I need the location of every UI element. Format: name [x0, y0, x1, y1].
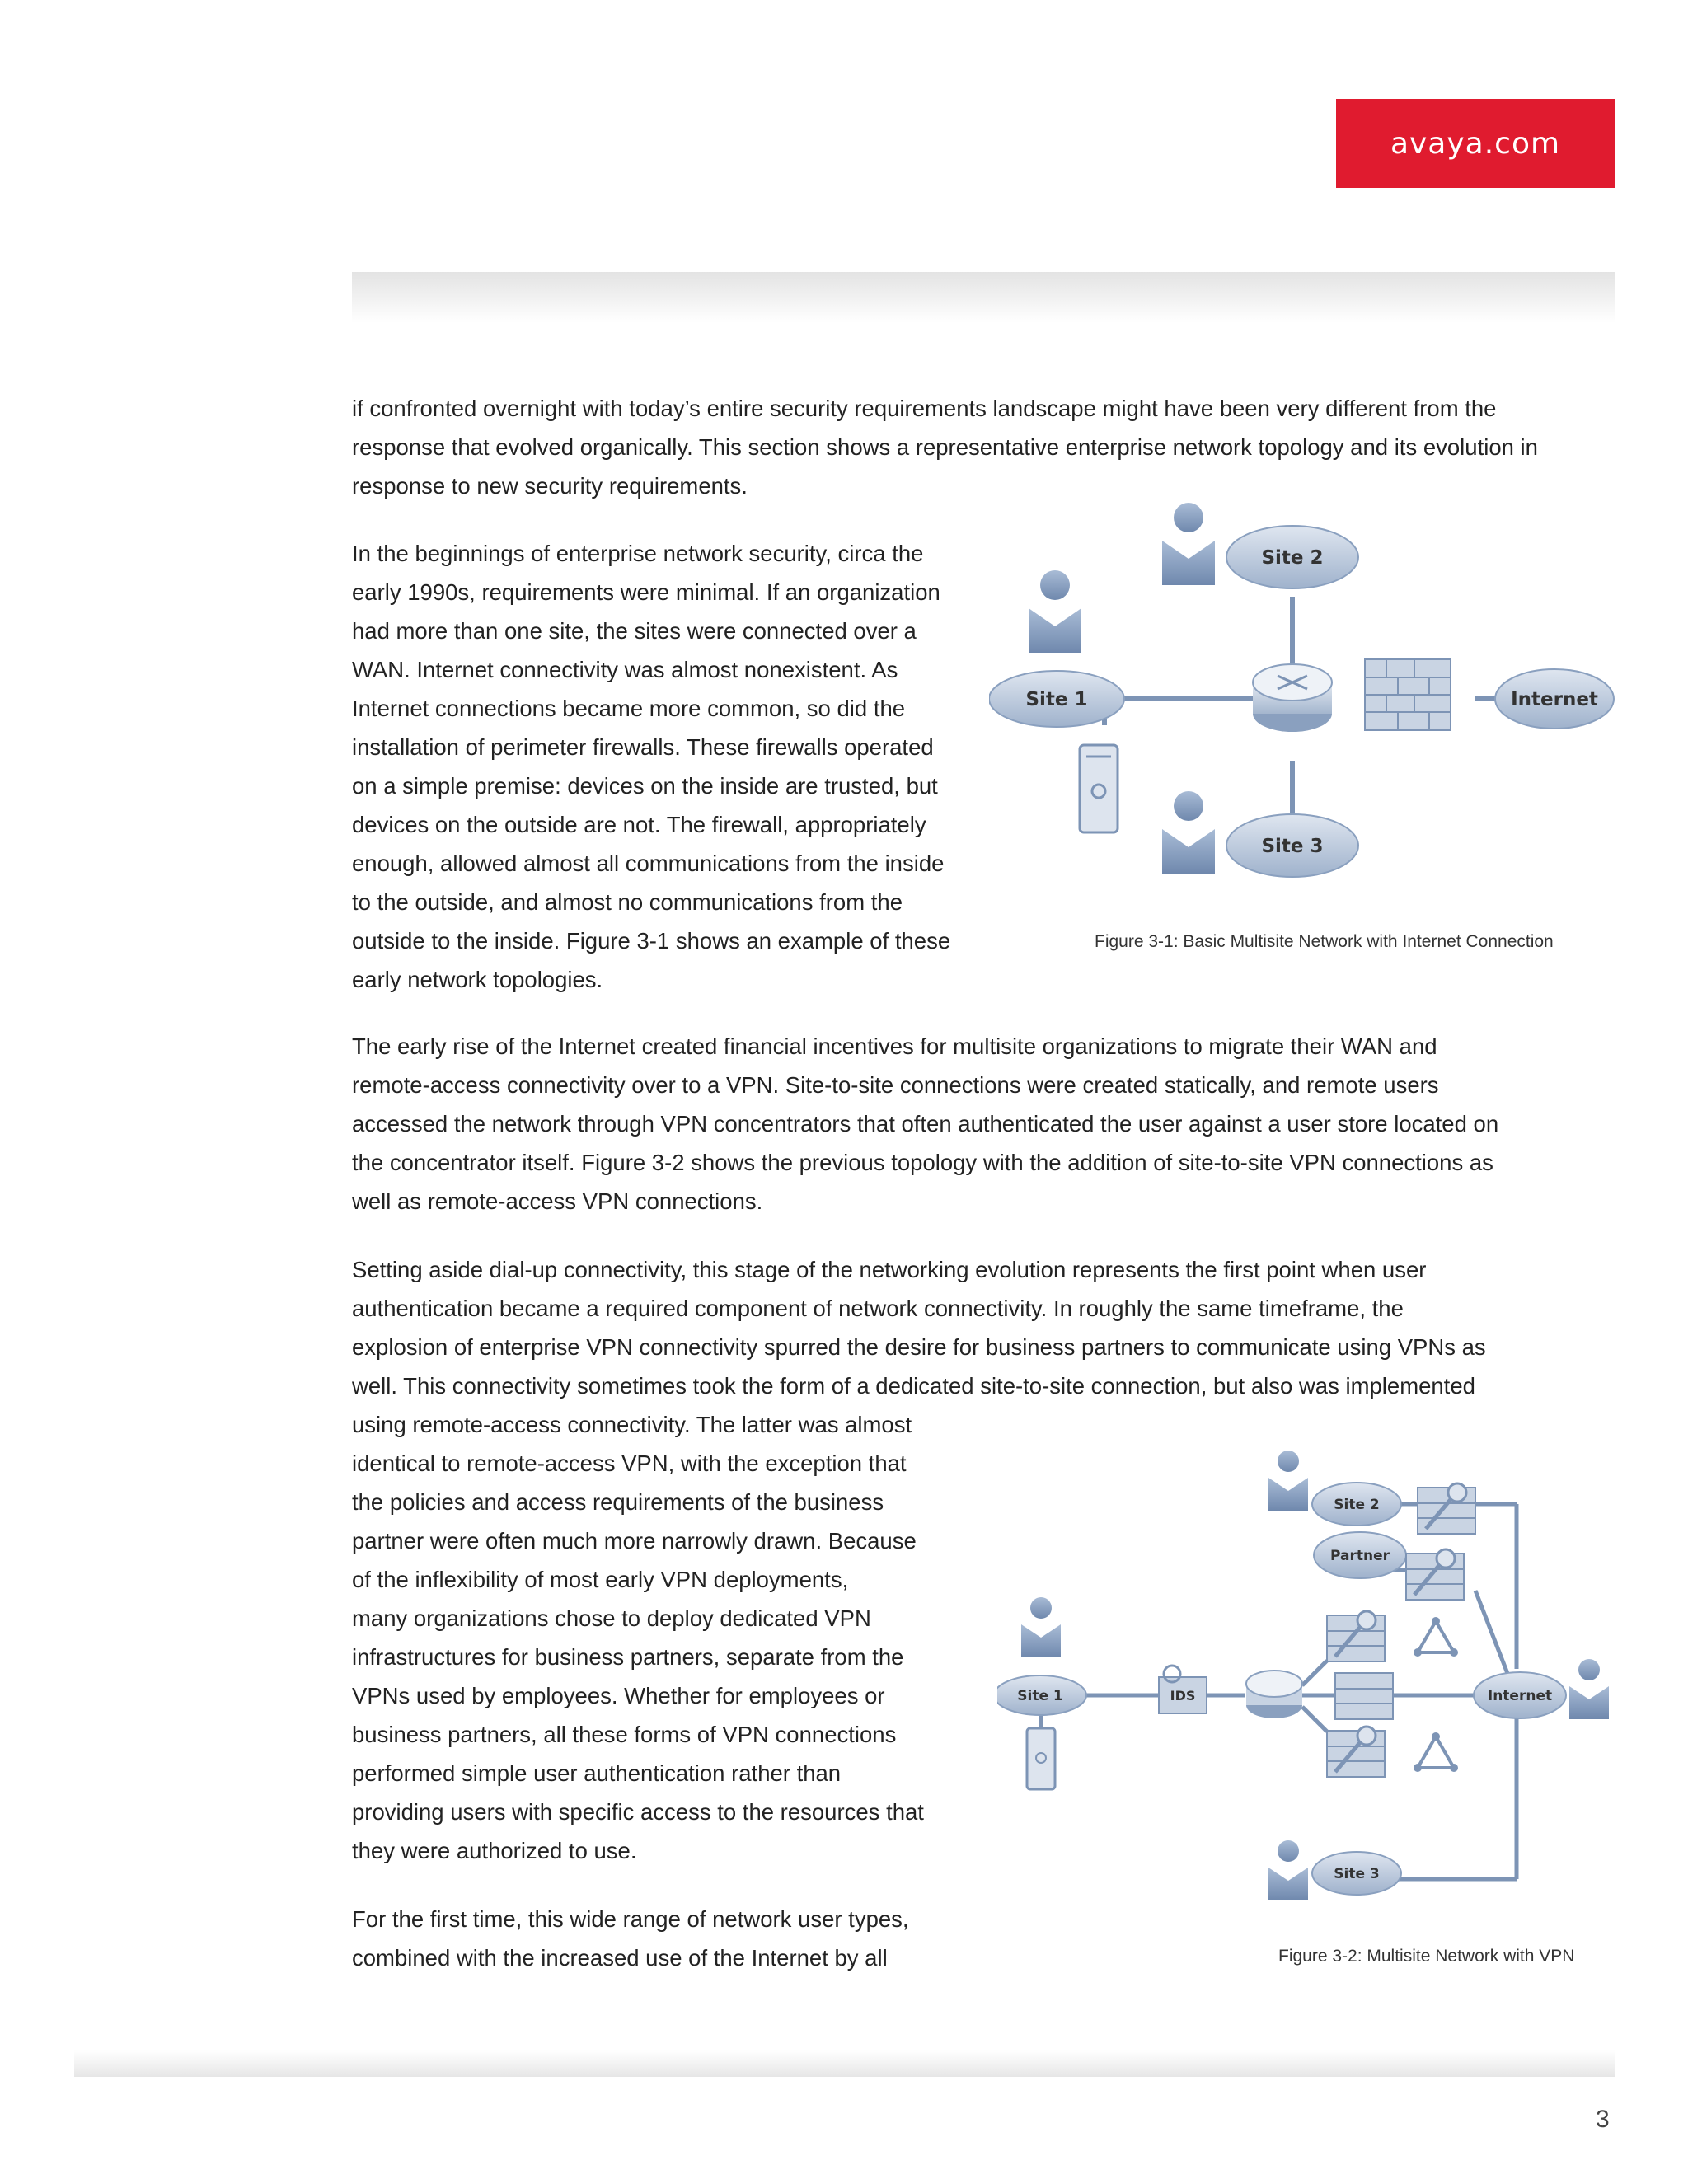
text-line: many organizations chose to deploy dedicated VPN	[352, 1605, 871, 1631]
vpn-concentrator-icon	[1414, 1732, 1458, 1772]
text-line: explosion of enterprise VPN connectivity spurred the desire for business partners to communicate using VPNs as	[352, 1334, 1486, 1360]
site1-label: Site 1	[1017, 1688, 1063, 1704]
site2-label: Site 2	[1261, 547, 1324, 569]
text-line: partner were often much more narrowly drawn. Because	[352, 1528, 917, 1554]
text-line: business partners, all these forms of VPN connections	[352, 1722, 897, 1747]
site3-label: Site 3	[1261, 836, 1324, 857]
text-line: the policies and access requirements of the business	[352, 1489, 884, 1515]
text-line: if confronted overnight with today’s entire security requirements landscape might have been very different from the	[352, 396, 1497, 421]
text-line: they were authorized to use.	[352, 1838, 637, 1863]
text-line: well as remote-access VPN connections.	[352, 1188, 763, 1214]
text-line: performed simple user authentication rather than	[352, 1760, 842, 1786]
router-icon	[1246, 1671, 1302, 1718]
text-line: Setting aside dial-up connectivity, this stage of the networking evolution represents the first point when user	[352, 1257, 1427, 1282]
text-line: the concentrator itself. Figure 3-2 shows the previous topology with the addition of site-to-site VPN connections as	[352, 1150, 1493, 1175]
internet-label: Internet	[1511, 689, 1598, 710]
brand-badge[interactable]	[1336, 99, 1615, 188]
footer-divider-band	[74, 2050, 1615, 2077]
text-line: Internet connections became more common, so did the	[352, 696, 906, 721]
text-line: authentication became a required component of network connectivity. In roughly the same timeframe, the	[352, 1296, 1404, 1321]
site3-label: Site 3	[1334, 1866, 1380, 1882]
site1-label: Site 1	[1025, 689, 1088, 710]
text-line: WAN. Internet connectivity was almost nonexistent. As	[352, 657, 898, 682]
text-line: identical to remote-access VPN, with the exception that	[352, 1451, 907, 1476]
text-line: providing users with specific access to the resources that	[352, 1799, 924, 1825]
paragraph-first-time	[352, 1900, 909, 1977]
figure-3-2-caption: Figure 3-2: Multisite Network with VPN	[1278, 1947, 1575, 1966]
brand-label: avaya.com	[1390, 126, 1561, 161]
text-line: remote-access connectivity over to a VPN. Site-to-site connections were created statically, and remote users	[352, 1072, 1439, 1098]
internet-label: Internet	[1487, 1688, 1553, 1704]
user-icon	[1569, 1659, 1609, 1719]
text-line: early 1990s, requirements were minimal. If an organization	[352, 579, 940, 605]
user-icon	[1021, 1597, 1061, 1657]
server-icon	[1080, 745, 1118, 832]
vpn-firewall-icon	[1406, 1549, 1464, 1600]
user-icon	[1162, 503, 1215, 585]
text-line: well. This connectivity sometimes took the form of a dedicated site-to-site connection, but also was implemented	[352, 1373, 1475, 1399]
text-line: combined with the increased use of the Internet by all	[352, 1945, 888, 1971]
text-line: enough, allowed almost all communications from the inside	[352, 851, 945, 876]
figure-3-1-diagram	[989, 493, 1615, 888]
header-divider-band	[352, 272, 1615, 323]
paragraph-intro	[352, 389, 1538, 505]
text-line: of the inflexibility of most early VPN deployments,	[352, 1567, 849, 1592]
figure-3-2-diagram	[997, 1438, 1624, 1916]
vpn-firewall-icon	[1327, 1727, 1385, 1777]
text-line: response that evolved organically. This section shows a representative enterprise network topology and its evolution in	[352, 434, 1538, 460]
site2-label: Site 2	[1334, 1497, 1380, 1513]
text-line: outside to the inside. Figure 3-1 shows an example of these	[352, 928, 951, 954]
router-icon	[1253, 664, 1332, 732]
partner-label: Partner	[1329, 1548, 1390, 1564]
user-icon	[1268, 1451, 1308, 1511]
text-line: installation of perimeter firewalls. These firewalls operated	[352, 734, 934, 760]
text-line: accessed the network through VPN concentrators that often authenticated the user against a user store located on	[352, 1111, 1499, 1137]
text-line: For the first time, this wide range of network user types,	[352, 1906, 909, 1932]
text-line: VPNs used by employees. Whether for employees or	[352, 1683, 885, 1708]
text-line: early network topologies.	[352, 967, 603, 992]
vpn-firewall-icon	[1327, 1611, 1385, 1661]
page-number: 3	[1596, 2106, 1610, 2133]
text-line: In the beginnings of enterprise network security, circa the	[352, 541, 924, 566]
paragraph-early-security	[352, 534, 950, 999]
text-line: to the outside, and almost no communications from the	[352, 889, 903, 915]
firewall-icon	[1365, 659, 1451, 730]
vpn-concentrator-icon	[1414, 1617, 1458, 1657]
text-line: had more than one site, the sites were connected over a	[352, 618, 917, 644]
user-icon	[1029, 570, 1081, 653]
ids-label: IDS	[1170, 1688, 1196, 1704]
user-icon	[1162, 791, 1215, 874]
server-icon	[1027, 1728, 1055, 1789]
text-line: infrastructures for business partners, separate from the	[352, 1644, 904, 1670]
paragraph-internet-vpn	[352, 1027, 1498, 1221]
text-line: using remote-access connectivity. The latter was almost	[352, 1412, 912, 1437]
text-line: devices on the outside are not. The firewall, appropriately	[352, 812, 926, 837]
vpn-firewall-icon	[1418, 1483, 1475, 1534]
figure-3-1-caption: Figure 3-1: Basic Multisite Network with Internet Connection	[1095, 932, 1554, 951]
text-line: on a simple premise: devices on the inside are trusted, but	[352, 773, 938, 799]
firewall-icon	[1335, 1673, 1393, 1719]
text-line: response to new security requirements.	[352, 473, 748, 499]
text-line: The early rise of the Internet created financial incentives for multisite organizations to migrate their WAN and	[352, 1033, 1437, 1059]
user-icon	[1268, 1840, 1308, 1900]
